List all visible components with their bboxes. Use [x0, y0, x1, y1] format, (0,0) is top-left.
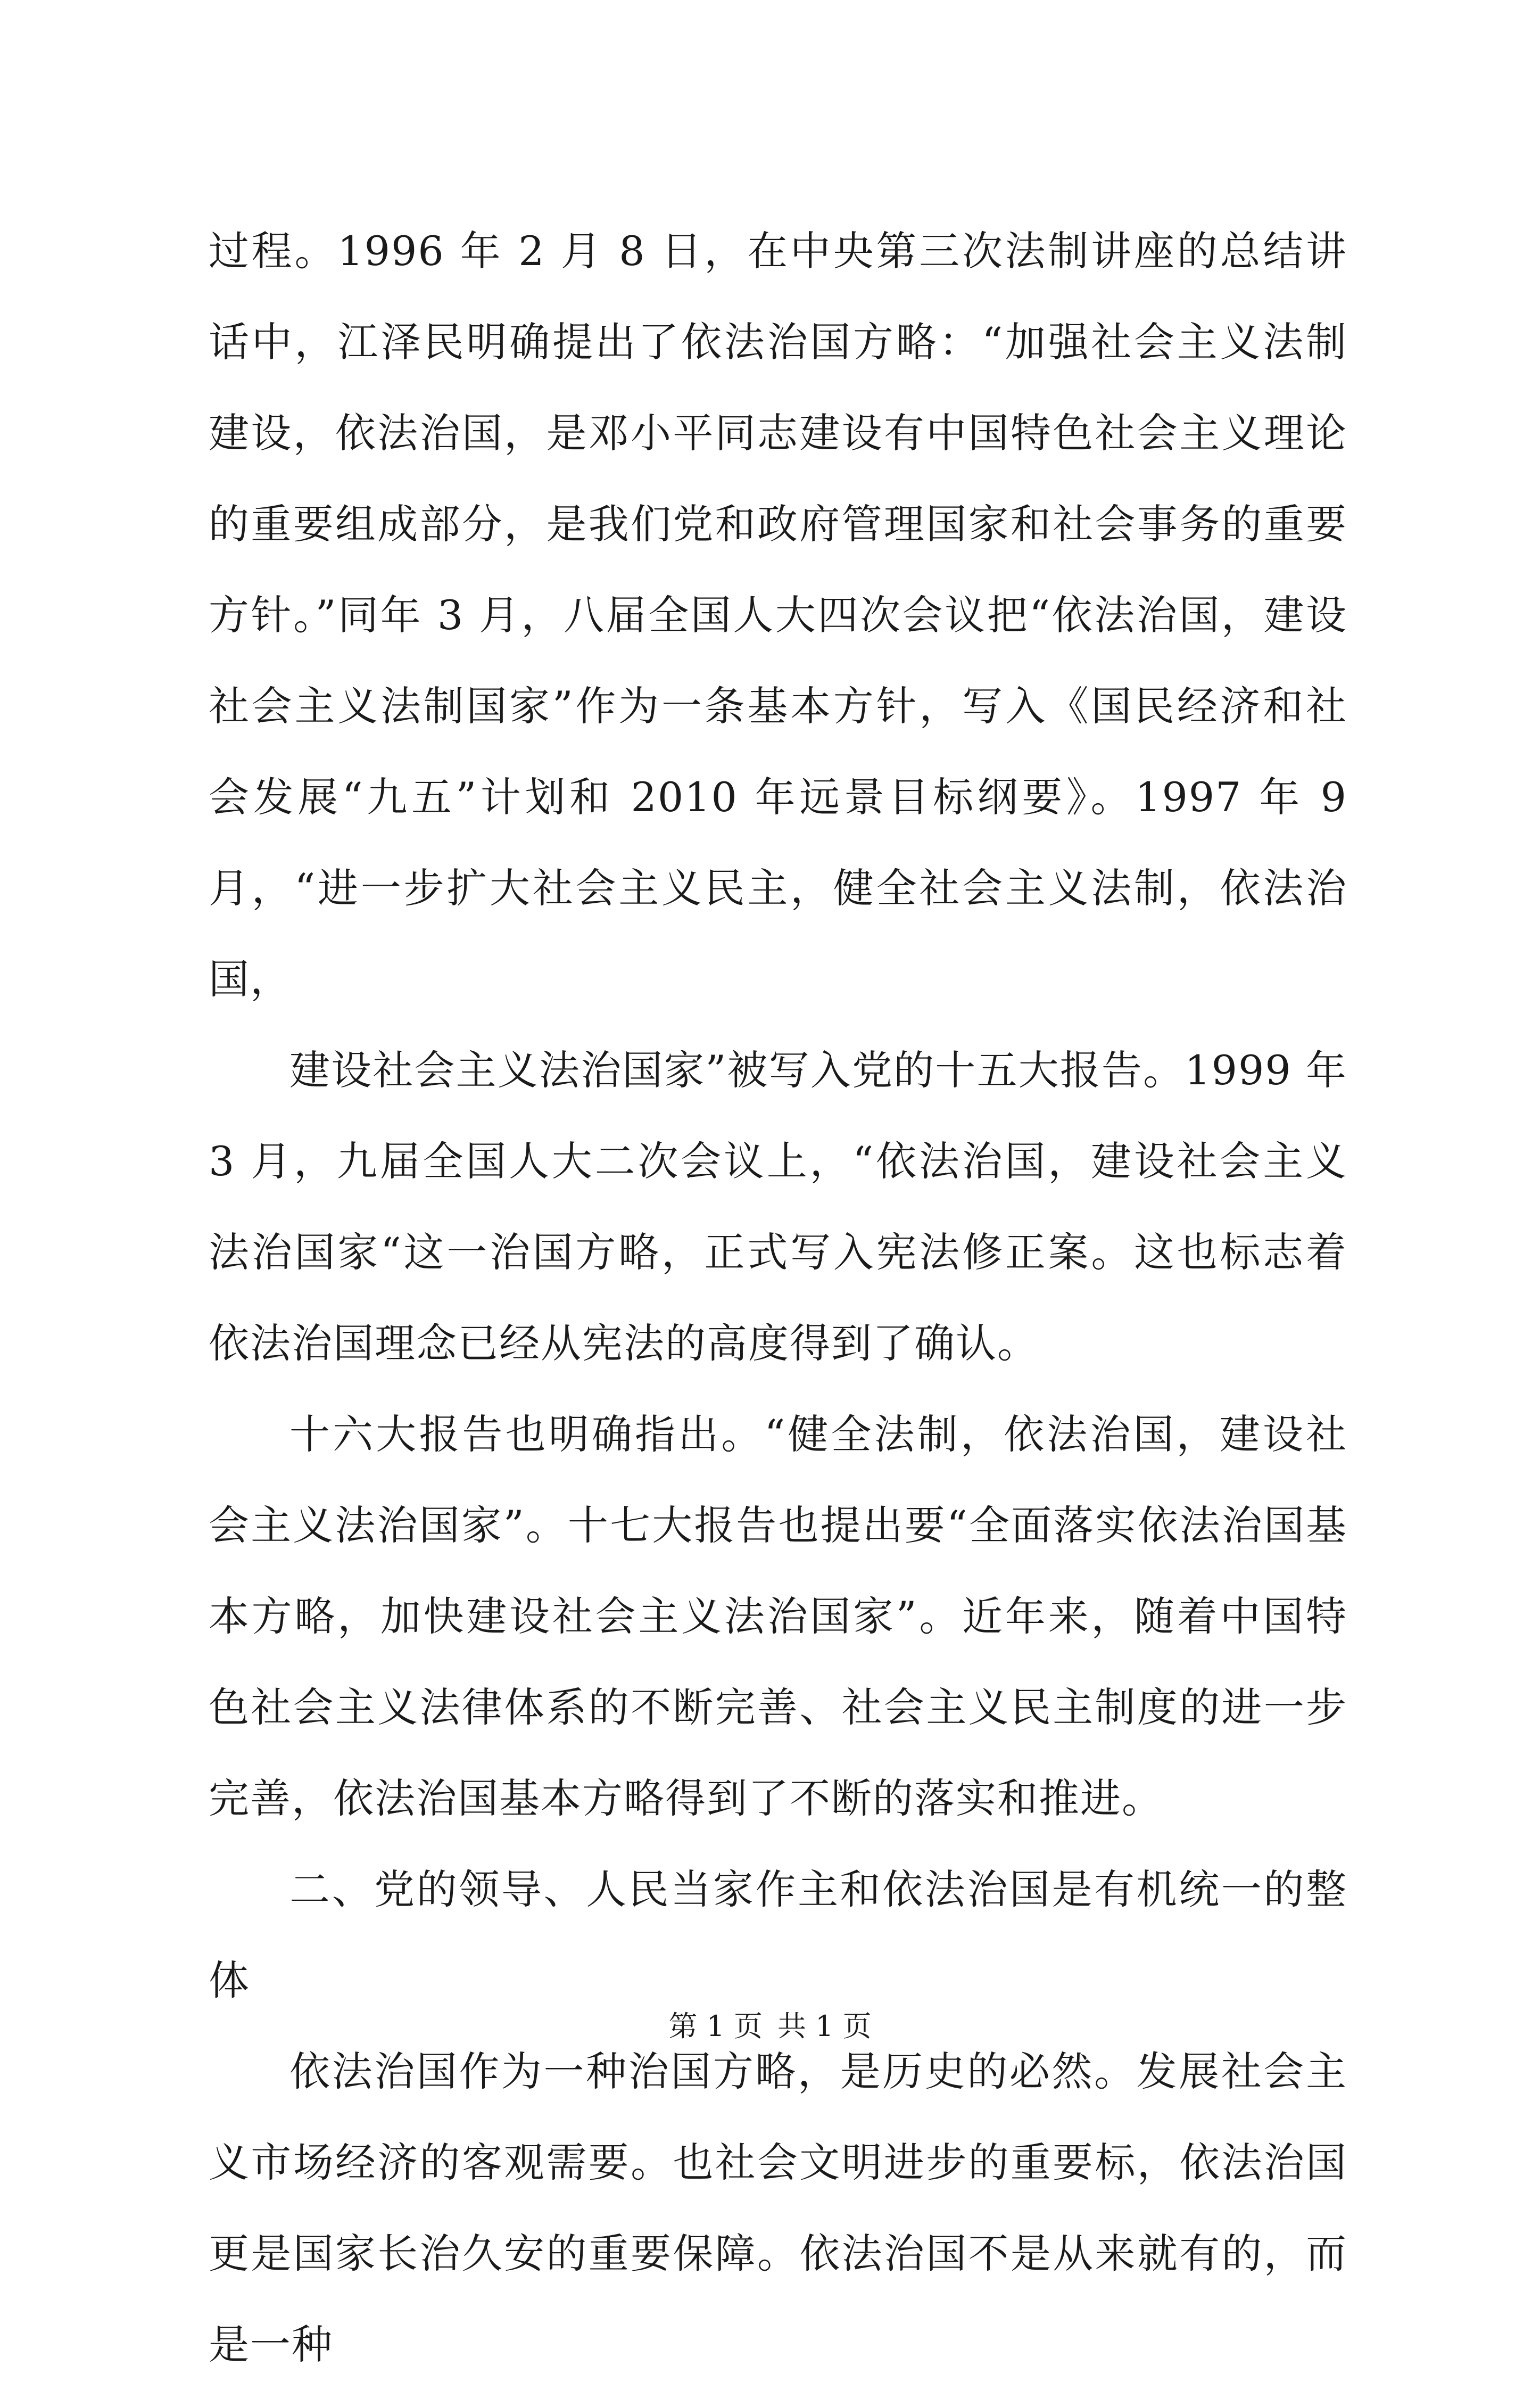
- page-footer: [0, 2008, 1540, 2045]
- section-heading: 二、党的领导、人民当家作主和依法治国是有机统一的整体: [209, 1866, 1347, 2004]
- page-total: 共 1 页: [777, 2009, 872, 2043]
- paragraph-2: 建设社会主义法治国家”被写入党的十五大报告。1999 年 3 月，九届全国人大二次会议上，“依法治国，建设社会主义法治国家“这一治国方略，正式写入宪法修正案。这也标志着依法治国理念已经从宪法的高度得到了确认。: [209, 1046, 1347, 1367]
- paragraph-3: 十六大报告也明确指出。“健全法制，依法治国，建设社会主义法治国家”。十七大报告也提出要“全面落实依法治国基本方略，加快建设社会主义法治国家”。近年来，随着中国特色社会主义法律体系的不断完善、社会主义民主制度的进一步完善，依法治国基本方略得到了不断的落实和推进。: [209, 1411, 1347, 1822]
- page-number: 第 1 页: [668, 2009, 763, 2043]
- paragraph-1: 过程。1996 年 2 月 8 日，在中央第三次法制讲座的总结讲话中，江泽民明确提出了依法治国方略：“加强社会主义法制建设，依法治国，是邓小平同志建设有中国特色社会主义理论的重要组成部分，是我们党和政府管理国家和社会事务的重要方针。”同年 3 月，八届全国人大四次会议把“依法治国，建设社会主义法制国家”作为一条基本方针，写入《国民经济和社会发展“九五”计划和 2010 年远景目标纲要》。1997 年 9 月，“进一步扩大社会主义民主，健全社会主义法制，依法治国，: [209, 227, 1347, 1003]
- document-body: [209, 205, 1347, 2390]
- paragraph-4: 依法治国作为一种治国方略，是历史的必然。发展社会主义市场经济的客观需要。也社会文明进步的重要标，依法治国更是国家长治久安的重要保障。依法治国不是从来就有的，而是一种: [209, 2048, 1347, 2368]
